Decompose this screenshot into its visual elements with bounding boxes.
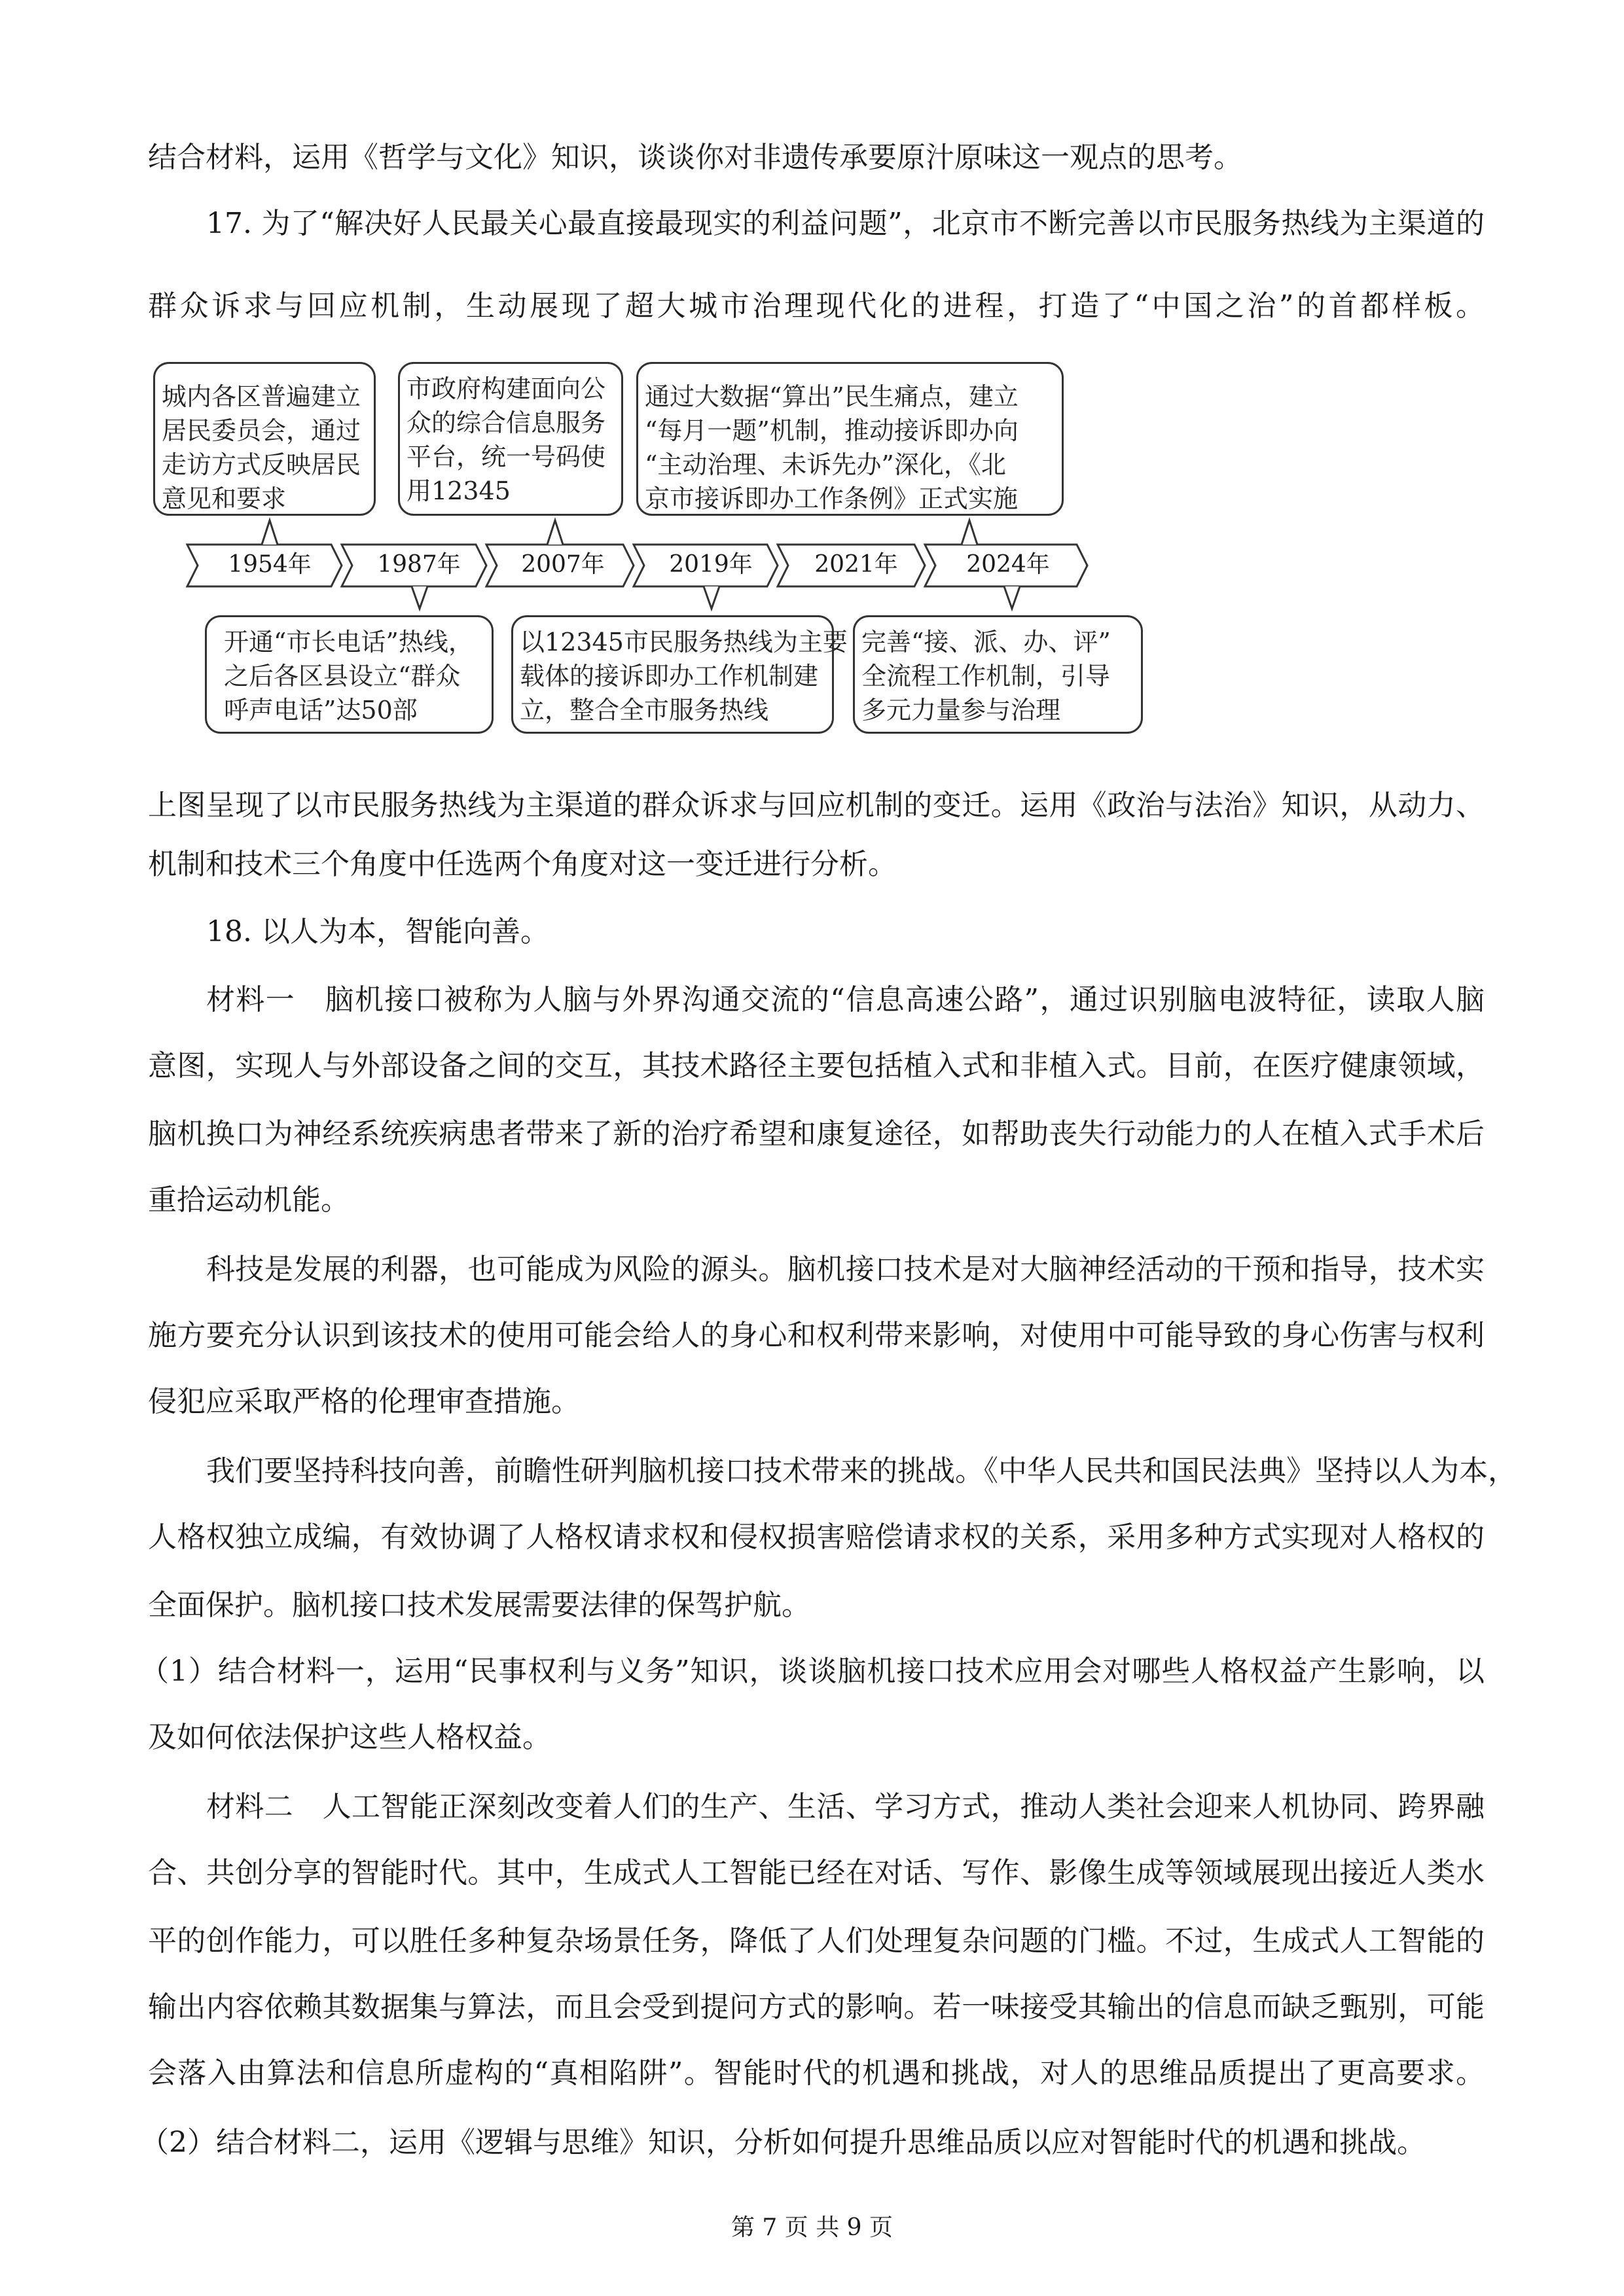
box-line: 载体的接诉即办工作机制建 <box>520 662 819 691</box>
pointer-down <box>704 586 719 609</box>
box-line: 全流程工作机制，引导 <box>861 662 1111 691</box>
timeline-box-1954 <box>153 362 376 516</box>
box-line: 完善“接、派、办、评” <box>861 628 1111 656</box>
timeline-year: 2021年 <box>814 551 898 578</box>
material-1-line: 施方要充分认识到该技术的使用可能会给人的身心和权利带来影响，对使用中可能导致的身心伤害与权利 <box>148 1319 1485 1352</box>
material-1-line: 脑机换口为神经系统疾病患者带来了新的治疗希望和康复途径，如帮助丧失行动能力的人在植入式手术后 <box>148 1117 1485 1151</box>
box-line: 平台，统一号码使 <box>406 442 606 471</box>
box-line: 居民委员会，通过 <box>162 416 361 445</box>
pointer-down <box>412 586 427 609</box>
material-1-line: 意图，实现人与外部设备之间的交互，其技术路径主要包括植入式和非植入式。目前，在医疗健康领域， <box>148 1049 1485 1083</box>
timeline-box-1987 <box>205 615 494 734</box>
material-2-line: 材料二 人工智能正深刻改变着人们的生产、生活、学习方式，推动人类社会迎来人机协同、跨界融 <box>206 1790 1485 1823</box>
timeline-box-2019 <box>511 615 848 734</box>
box-line: 走访方式反映居民 <box>162 450 361 479</box>
box-line: 以12345市民服务热线为主要 <box>520 628 848 656</box>
pointer-up <box>547 520 563 545</box>
material-1-line: 材料一 脑机接口被称为人脑与外界沟通交流的“信息高速公路”，通过识别脑电波特征，读取人脑 <box>206 983 1485 1016</box>
box-line: 开通“市长电话”热线， <box>224 628 473 656</box>
box-line: 多元力量参与治理 <box>861 696 1061 725</box>
box-line: 呼声电话”达50部 <box>224 696 418 725</box>
material-2-line: 平的创作能力，可以胜任多种复杂场景任务，降低了人们处理复杂问题的门槛。不过，生成式人工智能的 <box>148 1924 1485 1958</box>
q17-question-line: 上图呈现了以市民服务热线为主渠道的群众诉求与回应机制的变迁。运用《政治与法治》知识，从动力、 <box>148 789 1485 822</box>
material-1-line: 我们要坚持科技向善，前瞻性研判脑机接口技术带来的挑战。《中华人民共和国民法典》坚持以人为本， <box>206 1454 1517 1488</box>
box-line: 用12345 <box>406 476 511 505</box>
box-line: “主动治理、未诉先办”深化，《北 <box>645 450 1006 479</box>
material-2-line: 合、共创分享的智能时代。其中，生成式人工智能已经在对话、写作、影像生成等领域展现出接近人类水 <box>148 1856 1485 1890</box>
box-line: 立，整合全市服务热线 <box>520 696 769 725</box>
page-number: 第 7 页 共 9 页 <box>731 2214 893 2241</box>
material-1-line: 人格权独立成编，有效协调了人格权请求权和侵权损害赔偿请求权的关系，采用多种方式实现对人格权的 <box>148 1520 1485 1554</box>
box-line: 通过大数据“算出”民生痛点，建立 <box>645 382 1019 411</box>
material-1-line: 重拾运动机能。 <box>148 1183 350 1217</box>
timeline-year: 1987年 <box>377 551 461 578</box>
timeline-box-2021 <box>636 362 1064 516</box>
pointer-up <box>262 520 278 545</box>
material-1-line: 侵犯应采取严格的伦理审查措施。 <box>148 1385 580 1418</box>
box-line: 京市接诉即办工作条例》正式实施 <box>645 484 1019 513</box>
pointer-down <box>1004 586 1020 609</box>
timeline-year: 2019年 <box>669 551 753 578</box>
box-line: 市政府构建面向公 <box>406 374 606 403</box>
box-line: 众的综合信息服务 <box>406 408 606 437</box>
timeline-year: 1954年 <box>228 551 312 578</box>
box-line: 城内各区普遍建立 <box>162 382 361 411</box>
box-line: “每月一题”机制，推动接诉即办向 <box>645 416 1019 445</box>
timeline-box-2007 <box>398 362 623 516</box>
material-2-line: 会落入由算法和信息所虚构的“真相陷阱”。智能时代的机遇和挑战，对人的思维品质提出了更高要求。 <box>148 2056 1485 2090</box>
box-line: 意见和要求 <box>162 484 287 513</box>
sub-question-2: （2）结合材料二，运用《逻辑与思维》知识，分析如何提升思维品质以应对智能时代的机遇和挑战。 <box>140 2126 1426 2159</box>
material-2-line: 输出内容依赖其数据集与算法，而且会受到提问方式的影响。若一味接受其输出的信息而缺乏甄别，可能 <box>148 1990 1485 2024</box>
q17-question-line: 机制和技术三个角度中任选两个角度对这一变迁进行分析。 <box>148 848 897 881</box>
q16-question-text: 结合材料，运用《哲学与文化》知识，谈谈你对非遗传承要原汁原味这一观点的思考。 <box>148 141 1242 174</box>
timeline-box-2024 <box>853 615 1143 734</box>
material-1-line: 科技是发展的利器，也可能成为风险的源头。脑机接口技术是对大脑神经活动的干预和指导，技术实 <box>206 1253 1485 1286</box>
sub-question-1: （1）结合材料一，运用“民事权利与义务”知识，谈谈脑机接口技术应用会对哪些人格权益产生影响，以 <box>140 1655 1485 1688</box>
timeline-year: 2007年 <box>521 551 605 578</box>
pointer-up <box>962 520 977 545</box>
q18-title: 18. 以人为本，智能向善。 <box>206 915 549 948</box>
q17-intro-line: 17. 为了“解决好人民最关心最直接最现实的利益问题”，北京市不断完善以市民服务热线为主渠道的 <box>206 207 1485 240</box>
q17-intro-line: 群众诉求与回应机制，生动展现了超大城市治理现代化的进程，打造了“中国之治”的首都样板。 <box>148 289 1485 323</box>
timeline-year: 2024年 <box>966 551 1050 578</box>
sub-question-1: 及如何依法保护这些人格权益。 <box>148 1721 551 1754</box>
box-line: 之后各区县设立“群众 <box>224 662 461 691</box>
material-1-line: 全面保护。脑机接口技术发展需要法律的保驾护航。 <box>148 1588 810 1622</box>
